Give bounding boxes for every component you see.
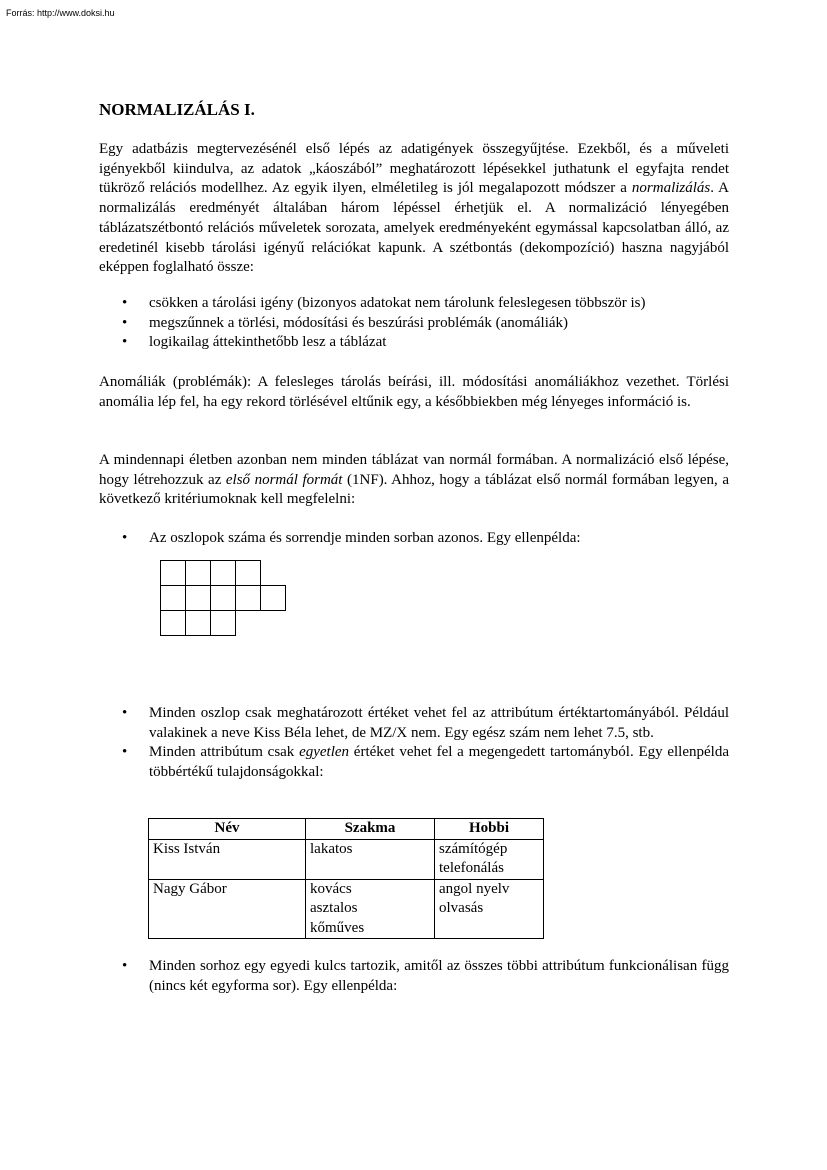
anomalies-paragraph: Anomáliák (problémák): A felesleges tárolás beírási, ill. módosítási anomáliákhoz vezethet. Törlési anomália lép fel, ha egy rekord törlésével eltűnik egy, a későbbiekben még lényeges információ is. bbox=[99, 374, 729, 410]
list-item bbox=[99, 743, 729, 782]
grid-cell bbox=[235, 585, 261, 611]
cell-value: kőműves bbox=[310, 919, 365, 936]
header-cell: Név bbox=[149, 819, 306, 840]
table-row bbox=[149, 879, 544, 939]
intro-text-1: Egy adatbázis megtervezésénél első lépés az adatigények összegyűjtése. Ezekből, és a műveleti igényekből kiindulva, az adatok „káoszából” meghatározott lépésekkel juthatunk el egyfajta rendet tükröző relációs modellhez. Az egyik ilyen, elméletileg is jól megalapozott módszer a bbox=[99, 141, 729, 197]
page-title: NORMALIZÁLÁS I. bbox=[99, 100, 255, 119]
cell-value: Nagy Gábor bbox=[153, 880, 227, 897]
grid-cell bbox=[185, 610, 211, 636]
grid-cell bbox=[235, 560, 261, 586]
list-item: • Az oszlopok száma és sorrendje minden sorban azonos. Egy ellenpélda: bbox=[99, 529, 729, 549]
intro-text-2: . A normalizálás eredményét általában három lépéssel érhetjük el. A normalizáció lényegében táblázatszétbontó relációs műveletek sorozata, amelyek eredményeként egymással kapcsolatban álló, az eredetinél kisebb tárolási igényű relációkat kapunk. A szétbontás (dekompozíció) haszna nagyjából eképpen foglalható össze: bbox=[99, 180, 729, 276]
grid-cell bbox=[185, 585, 211, 611]
source-line: Forrás: http://www.doksi.hu bbox=[6, 8, 115, 18]
header-cell: Hobbi bbox=[435, 819, 544, 840]
list-item: • logikailag áttekinthetőbb lesz a táblázat bbox=[99, 333, 729, 353]
list-item: • megszűnnek a törlési, módosítási és beszúrási problémák (anomáliák) bbox=[99, 314, 729, 334]
cell-value: kovács bbox=[310, 880, 352, 897]
cell-value: olvasás bbox=[439, 900, 484, 916]
c3-text-1: Minden attribútum csak bbox=[149, 744, 300, 761]
table-header-row bbox=[149, 819, 544, 840]
list-item: • csökken a tárolási igény (bizonyos adatokat nem tárolunk feleslegesen többször is) bbox=[99, 294, 729, 314]
grid-cell bbox=[160, 560, 186, 586]
table-cell bbox=[149, 839, 306, 879]
cell-value: lakatos bbox=[310, 840, 353, 857]
table-cell bbox=[435, 839, 544, 879]
grid-cell bbox=[210, 560, 236, 586]
nf1-italic-term: első normál formát bbox=[225, 471, 343, 488]
nf1-text-1: A mindennapi életben azonban nem minden táblázat van normál formában. A normalizáció első lépése, hogy létrehozzuk az bbox=[99, 452, 729, 488]
intro-paragraph bbox=[99, 140, 729, 278]
grid-cell bbox=[185, 560, 211, 586]
table-cell bbox=[306, 879, 435, 939]
grid-cell bbox=[160, 585, 186, 611]
cell-value: telefonálás bbox=[439, 860, 504, 876]
cell-value: Kiss István bbox=[153, 840, 221, 857]
c3-text-2: értéket vehet fel a megengedett tartományból. Egy ellenpélda többértékű tulajdonságokkal: bbox=[149, 744, 729, 781]
criteria-list-1 bbox=[99, 529, 729, 549]
grid-cell bbox=[210, 610, 236, 636]
grid-cell bbox=[260, 585, 286, 611]
table-cell bbox=[306, 839, 435, 879]
nf1-text-2: (1NF). Ahhoz, hogy a táblázat első normál formában legyen, a következő kritériumoknak kell megfelelni: bbox=[99, 471, 729, 508]
list-item: • Minden sorhoz egy egyedi kulcs tartozik, amitől az összes többi attribútum funkcionálisan függ (nincs két egyforma sor). Egy ellenpélda: bbox=[99, 957, 729, 996]
criteria-list-3 bbox=[99, 957, 729, 996]
c3-italic-term: egyetlen bbox=[299, 744, 350, 761]
criteria-list-2 bbox=[99, 704, 729, 783]
grid-cell bbox=[160, 610, 186, 636]
header-cell: Szakma bbox=[306, 819, 435, 840]
table-cell bbox=[435, 879, 544, 939]
table-cell bbox=[149, 879, 306, 939]
hobby-table bbox=[148, 818, 544, 939]
cell-value: angol nyelv bbox=[439, 880, 510, 897]
table-row bbox=[149, 839, 544, 879]
benefits-list bbox=[99, 294, 729, 353]
cell-value: asztalos bbox=[310, 900, 358, 916]
list-item: • Minden oszlop csak meghatározott értéket vehet fel az attribútum értéktartományából. Például valakinek a neve Kiss Béla lehet, de MZ/X nem. Egy egész szám nem lehet 7.5, stb. bbox=[99, 704, 729, 743]
intro-italic-term: normalizálás bbox=[631, 180, 711, 197]
nf1-paragraph bbox=[99, 451, 729, 510]
cell-value: számítógép bbox=[439, 840, 508, 857]
grid-cell bbox=[210, 585, 236, 611]
